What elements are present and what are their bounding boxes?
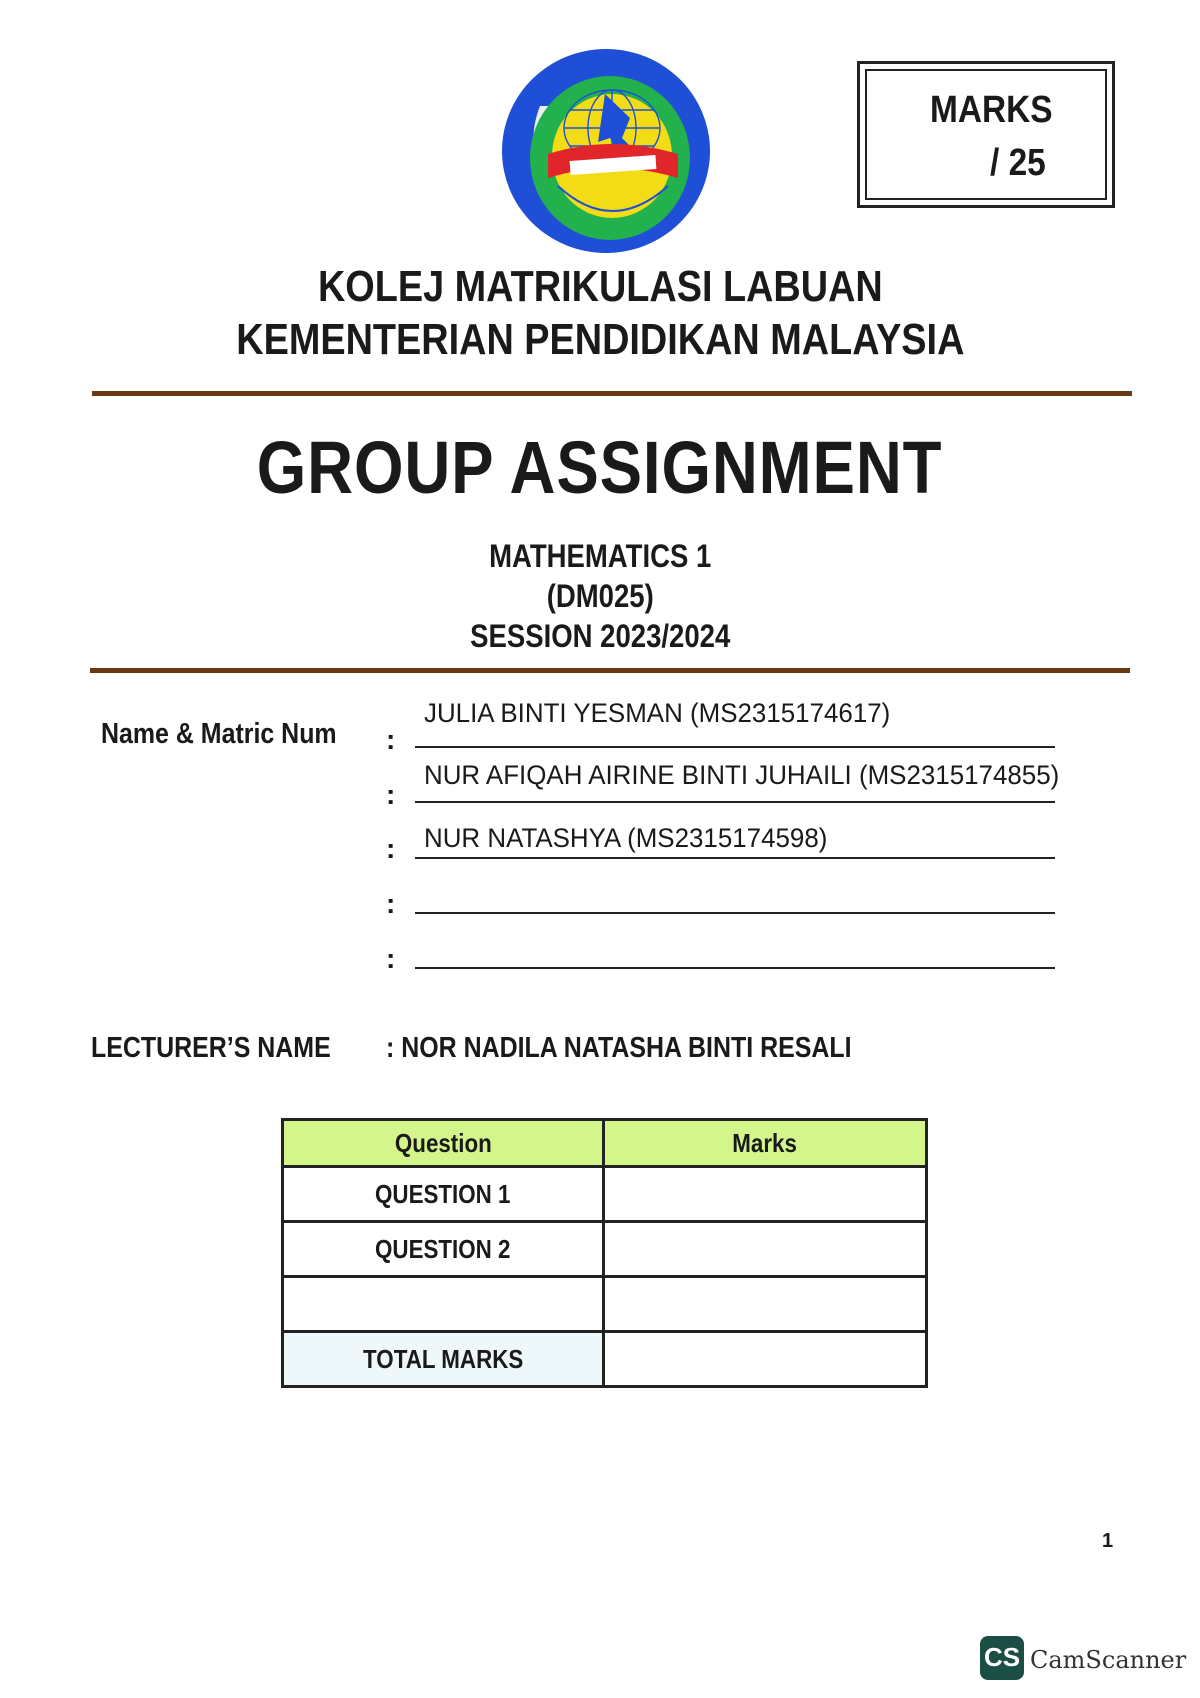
table-row: [283, 1277, 927, 1332]
member-line-3: [415, 857, 1055, 859]
table-cell-marks: [604, 1277, 927, 1332]
subject-code: (DM025): [546, 578, 654, 614]
session: SESSION 2023/2024: [469, 618, 731, 654]
table-cell-marks: [604, 1167, 927, 1222]
table-cell-question: QUESTION 2: [283, 1222, 604, 1277]
divider-top: [92, 391, 1132, 396]
marks-total: / 25: [990, 142, 1046, 184]
camscanner-watermark: CamScanner: [1030, 1646, 1187, 1674]
members-label: Name & Matric Num: [101, 718, 337, 750]
member-line-2: [415, 801, 1055, 803]
colon-5: :: [386, 943, 396, 974]
colon-4: :: [386, 888, 396, 919]
member-line-4: [415, 912, 1055, 914]
member-line-5: [415, 967, 1055, 969]
table-cell-question: [283, 1277, 604, 1332]
colon-1: :: [386, 724, 396, 755]
divider-bottom: [90, 668, 1130, 673]
table-total-row: [283, 1332, 927, 1387]
colon-3: :: [386, 833, 396, 864]
marks-label: MARKS: [930, 89, 1053, 131]
page-number: 1: [1102, 1530, 1114, 1552]
table-cell-marks: [604, 1222, 927, 1277]
camscanner-icon: CS: [980, 1636, 1024, 1680]
marks-table: [281, 1118, 928, 1388]
table-cell-total-marks: [604, 1332, 927, 1387]
lecturer-label: LECTURER’S NAME: [91, 1032, 331, 1064]
marks-box: [857, 61, 1115, 208]
member-line-1: [415, 746, 1055, 748]
lecturer-name: : NOR NADILA NATASHA BINTI RESALI: [386, 1032, 852, 1064]
subject-name: MATHEMATICS 1: [488, 538, 712, 574]
table-cell-question: QUESTION 1: [283, 1167, 604, 1222]
table-row: [283, 1222, 927, 1277]
ministry-name: KEMENTERIAN PENDIDIKAN MALAYSIA: [235, 315, 965, 364]
table-header-marks: Marks: [604, 1120, 927, 1167]
colon-2: :: [386, 779, 396, 810]
member-3: NUR NATASHYA (MS2315174598): [424, 823, 828, 853]
table-header-question: Question: [283, 1120, 604, 1167]
table-header-row: [283, 1120, 927, 1167]
college-logo-icon: [500, 46, 712, 256]
member-1: JULIA BINTI YESMAN (MS2315174617): [424, 698, 891, 728]
college-name: KOLEJ MATRIKULASI LABUAN: [317, 262, 883, 311]
table-row: [283, 1167, 927, 1222]
table-cell-total-label: TOTAL MARKS: [283, 1332, 604, 1387]
document-title: GROUP ASSIGNMENT: [257, 426, 943, 509]
member-2: NUR AFIQAH AIRINE BINTI JUHAILI (MS2315174855): [424, 760, 1060, 790]
